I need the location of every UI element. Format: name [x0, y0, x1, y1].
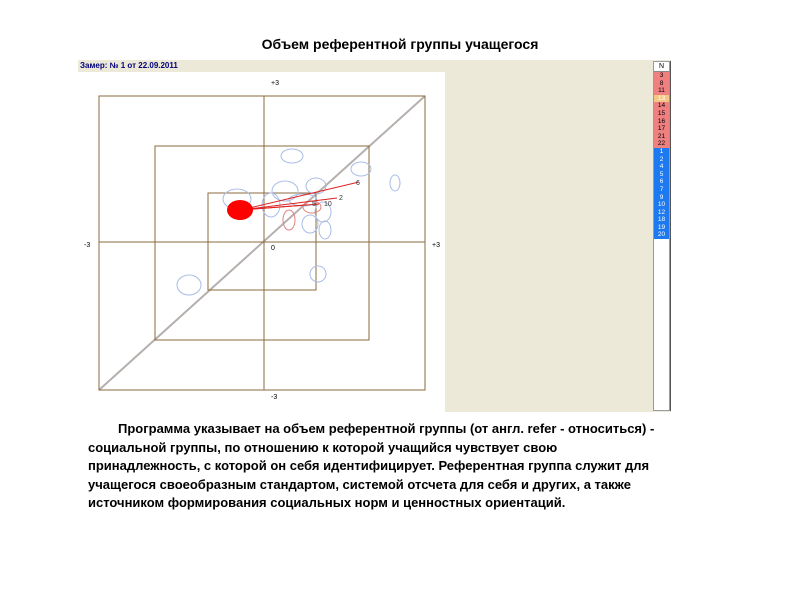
axis-label-origin: 0 — [271, 245, 275, 252]
id-list-item[interactable]: 3 — [654, 72, 669, 80]
plot-svg — [78, 72, 445, 412]
id-list-item[interactable]: 13 — [654, 95, 669, 103]
student-id-list[interactable] — [653, 61, 670, 411]
id-list-item[interactable]: 12 — [654, 209, 669, 217]
id-list-item[interactable]: 18 — [654, 216, 669, 224]
id-list-item[interactable]: 7 — [654, 186, 669, 194]
axis-label-right: +3 — [432, 242, 440, 249]
diagonal-line — [99, 96, 425, 390]
referent-group-plot[interactable] — [78, 72, 445, 412]
id-list-item[interactable]: 22 — [654, 140, 669, 148]
member-ellipse[interactable] — [281, 149, 303, 163]
id-list-item[interactable]: 10 — [654, 201, 669, 209]
point-label: 2 — [339, 195, 343, 202]
member-ellipse[interactable] — [390, 175, 400, 191]
list-scrollbar[interactable] — [670, 61, 671, 411]
member-ellipse-red[interactable] — [283, 210, 295, 230]
id-list-item[interactable]: 21 — [654, 133, 669, 141]
id-list-item[interactable]: 9 — [654, 194, 669, 202]
id-list-item[interactable]: 2 — [654, 156, 669, 164]
subject-point[interactable] — [227, 200, 253, 220]
id-list-item[interactable]: 17 — [654, 125, 669, 133]
member-ellipse[interactable] — [310, 266, 326, 282]
session-label: Замер: № 1 от 22.09.2011 — [80, 61, 178, 70]
slide-title: Объем референтной группы учащегося — [261, 36, 539, 52]
id-list-item[interactable]: 5 — [654, 171, 669, 179]
id-list-item[interactable]: 11 — [654, 87, 669, 95]
id-list-item[interactable]: 1 — [654, 148, 669, 156]
axis-label-top: +3 — [271, 80, 279, 87]
member-ellipse[interactable] — [177, 275, 201, 295]
slide-description: Программа указывает на объем референтной группы (от англ. refer - относиться) - социальной группы, по отношению к которой учащийся чувствует свою принадлежность, с которой он себя идентифицирует. Референтная группа служит для учащегося своеобразным стандартом, системой отсчета для себя и других, а также источником формирования социальных норм и ценностных ориентаций. — [88, 421, 655, 510]
id-list-header: N — [654, 62, 669, 72]
member-ellipse[interactable] — [306, 178, 326, 194]
app-window — [78, 60, 671, 412]
axis-label-left: -3 — [84, 242, 91, 249]
id-list-item[interactable]: 16 — [654, 118, 669, 126]
id-list-item[interactable]: 19 — [654, 224, 669, 232]
point-label: 6 — [356, 180, 360, 187]
member-ellipse[interactable] — [351, 162, 371, 176]
id-list-item[interactable]: 15 — [654, 110, 669, 118]
id-list-item[interactable]: 20 — [654, 231, 669, 239]
axis-label-bottom: -3 — [271, 394, 278, 401]
id-list-item[interactable]: 14 — [654, 102, 669, 110]
id-list-item[interactable]: 8 — [654, 80, 669, 88]
id-list-item[interactable]: 4 — [654, 163, 669, 171]
point-label: 10 — [324, 201, 332, 208]
member-ellipse[interactable] — [319, 221, 331, 239]
id-list-item[interactable]: 6 — [654, 178, 669, 186]
member-ellipse[interactable] — [272, 181, 298, 201]
point-label: 5 — [312, 201, 316, 208]
